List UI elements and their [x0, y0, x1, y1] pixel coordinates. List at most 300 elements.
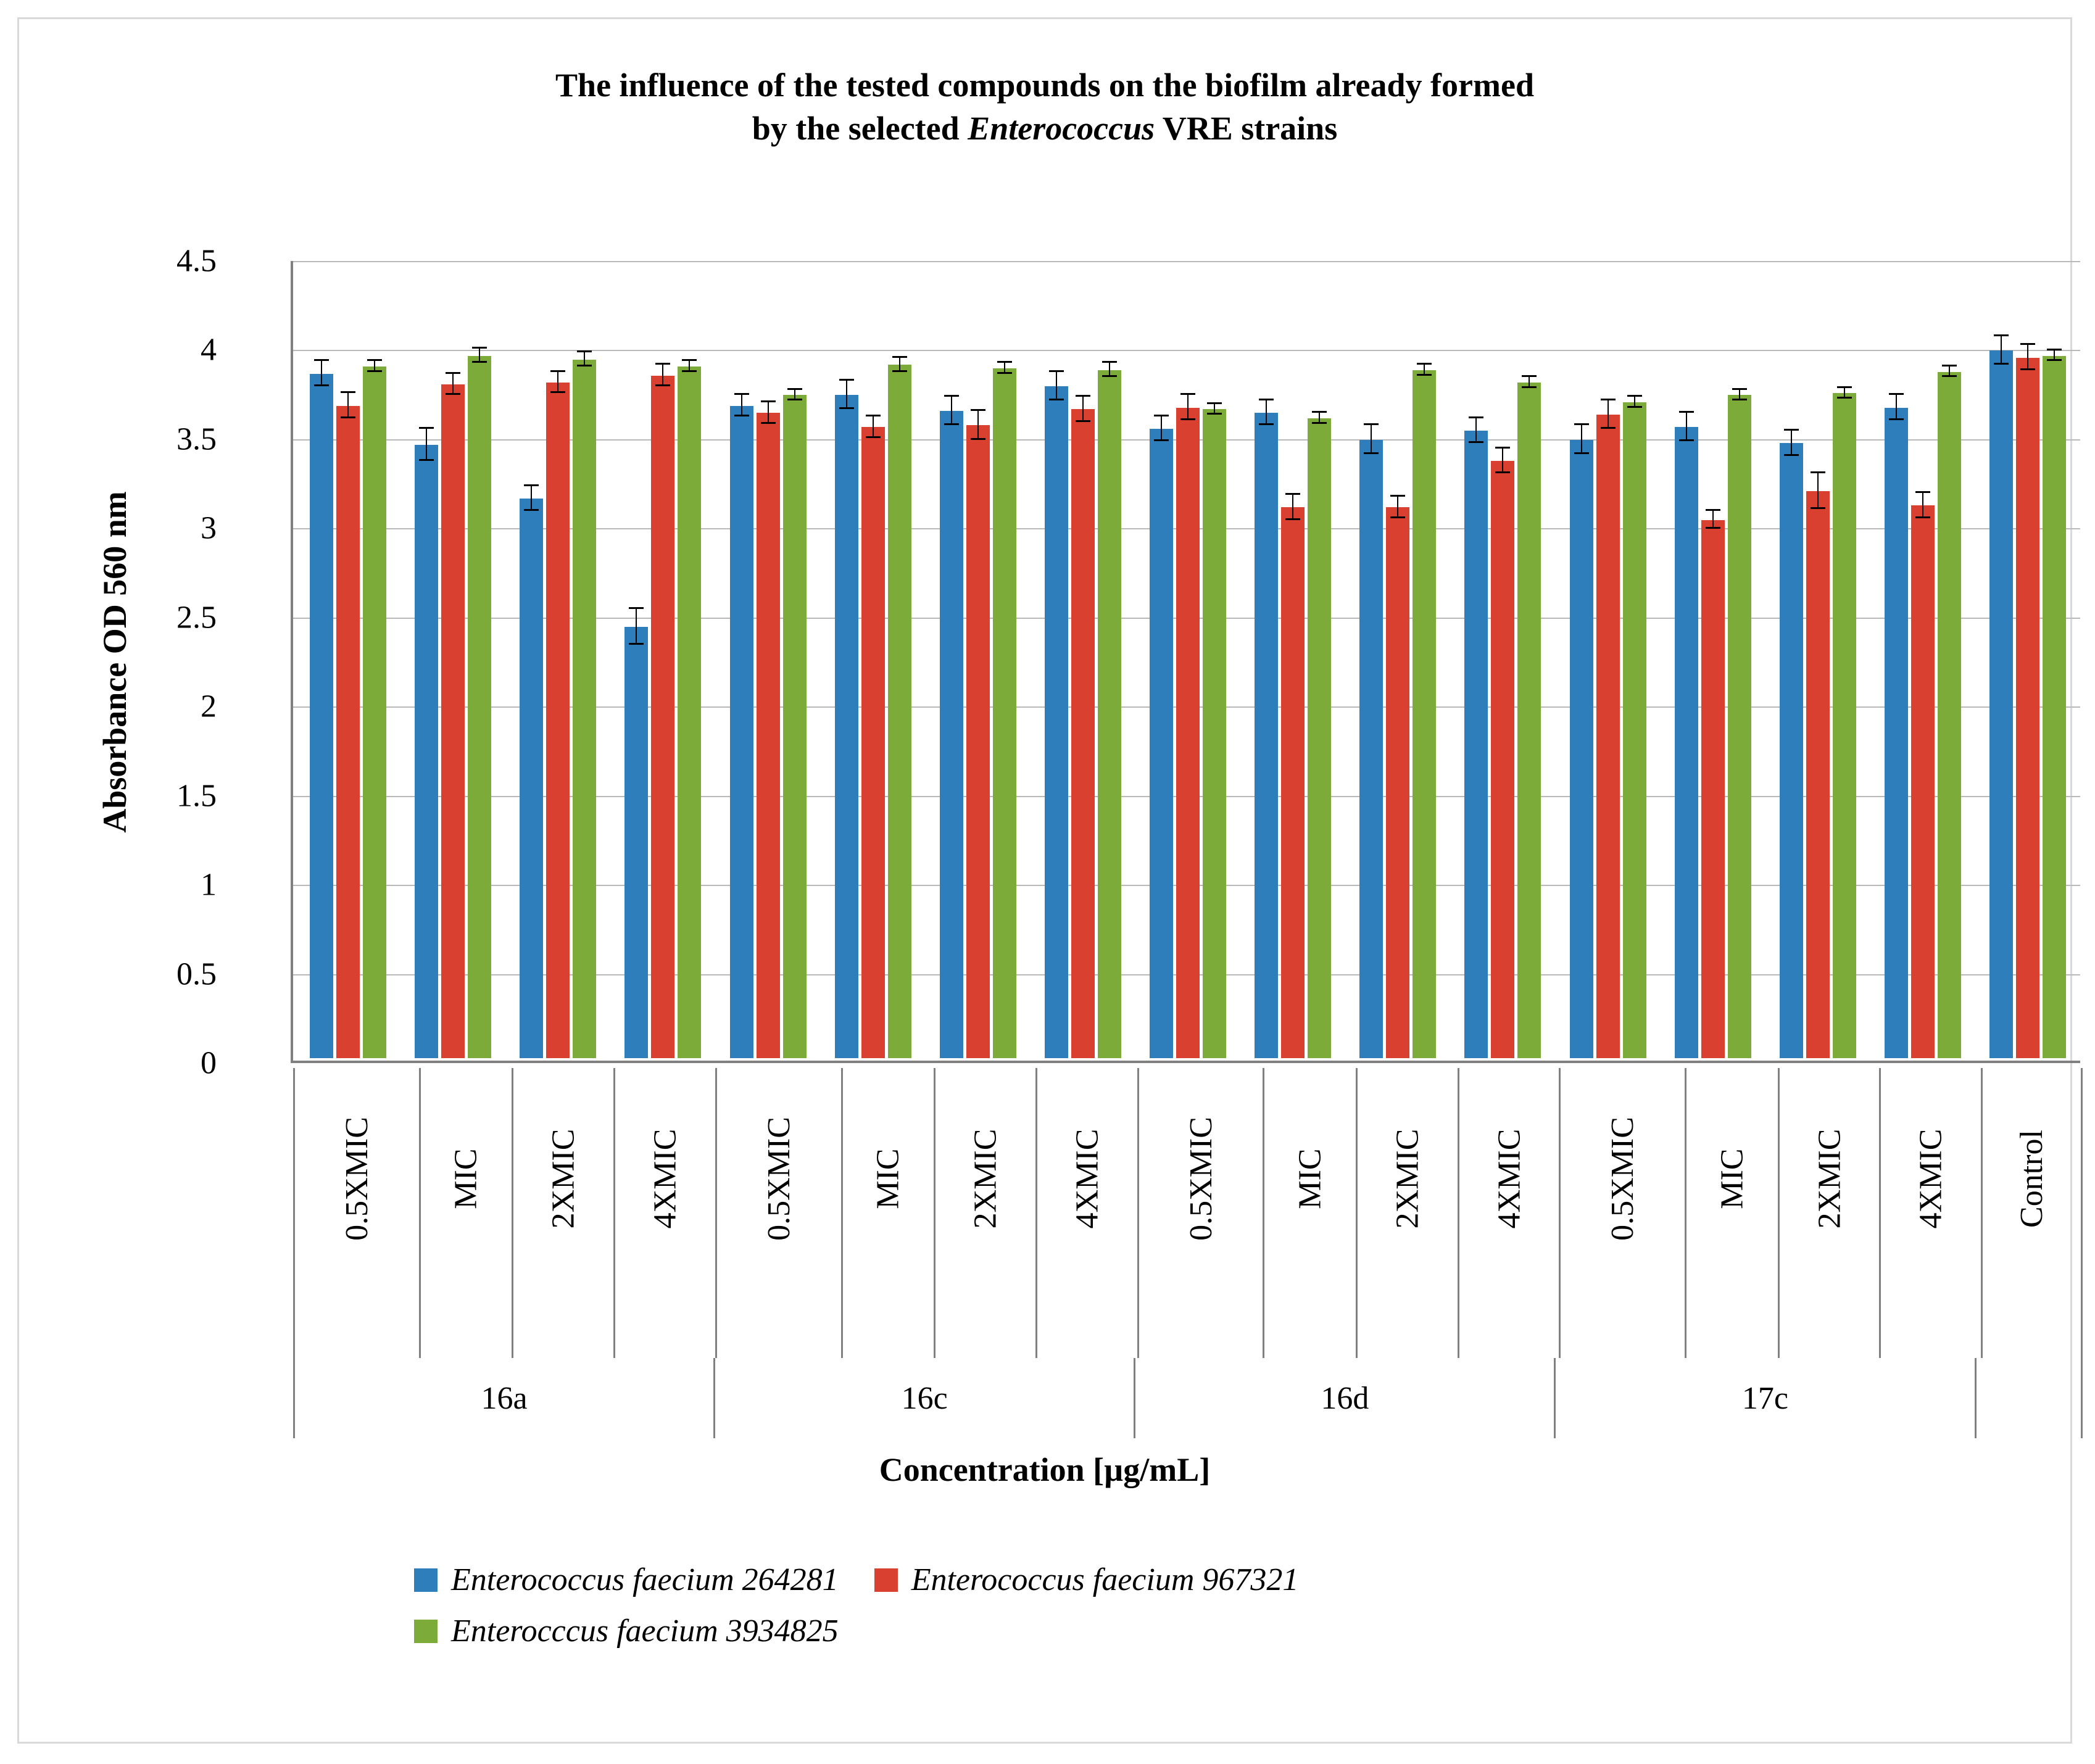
error-bar-cap-top	[1889, 393, 1904, 395]
error-bar-cap-top	[655, 363, 670, 365]
error-bar	[846, 381, 847, 409]
bar-fill	[1203, 409, 1226, 1058]
x-axis-category-cell	[293, 1068, 421, 1358]
error-bar	[1502, 449, 1503, 473]
bar-fill	[730, 406, 753, 1058]
error-bar-cap-top	[1732, 388, 1747, 390]
y-axis-tick-label: 2	[201, 689, 217, 724]
error-bar	[951, 397, 952, 425]
legend-swatch	[414, 1620, 438, 1643]
bar-group	[1975, 261, 2080, 1058]
error-bar-cap-bottom	[1390, 516, 1405, 518]
error-bar	[1922, 493, 1923, 518]
bar-fill	[2016, 358, 2039, 1058]
bar-fill	[546, 383, 570, 1058]
error-bar	[1896, 395, 1897, 420]
x-axis-group-label: 16d	[1135, 1358, 1556, 1438]
y-axis-tick-label: 1.5	[176, 778, 217, 814]
bar[interactable]	[966, 425, 990, 1058]
error-bar	[426, 429, 427, 461]
error-bar-cap-top	[1049, 370, 1064, 372]
bar-fill	[966, 425, 990, 1058]
error-bar-cap-bottom	[419, 459, 434, 461]
bar-fill	[624, 627, 648, 1058]
bar-fill	[1386, 507, 1409, 1058]
bar[interactable]	[651, 376, 674, 1058]
y-axis-tick-label: 3.5	[176, 421, 217, 457]
x-axis-title: Concentration [µg/mL]	[879, 1451, 1211, 1488]
bar[interactable]	[1491, 461, 1514, 1058]
error-bar-cap-top	[1601, 399, 1616, 400]
bar-fill	[468, 356, 491, 1058]
x-axis-category-label: 4XMIC	[1491, 1128, 1527, 1229]
error-bar-cap-top	[2047, 349, 2062, 350]
x-axis-category-label: MIC	[448, 1148, 484, 1209]
error-bar-cap-bottom	[1889, 418, 1904, 420]
bar[interactable]	[1675, 427, 1698, 1058]
x-axis-category-cell	[1264, 1068, 1357, 1358]
x-axis-category-label: MIC	[1292, 1148, 1328, 1209]
error-bar-cap-top	[1784, 429, 1799, 431]
y-axis-tick-label: 3	[201, 510, 217, 546]
bar[interactable]	[1045, 386, 1068, 1058]
error-bar-cap-bottom	[367, 370, 382, 372]
bar[interactable]	[1517, 383, 1541, 1058]
error-bar-cap-bottom	[1679, 439, 1694, 441]
bar[interactable]	[1413, 370, 1436, 1058]
x-axis-category-cell	[1780, 1068, 1881, 1358]
bar-fill	[573, 360, 596, 1058]
bar[interactable]	[1570, 440, 1593, 1058]
x-axis-category-label: Control	[2014, 1130, 2050, 1228]
error-bar-cap-bottom	[839, 407, 854, 409]
error-bar-cap-bottom	[866, 436, 881, 438]
error-bar-cap-bottom	[629, 643, 644, 645]
x-axis-group-labels	[293, 1358, 2083, 1438]
error-bar	[452, 374, 454, 395]
error-bar-cap-bottom	[1049, 399, 1064, 400]
bar-fill	[1308, 418, 1331, 1058]
bar[interactable]	[1728, 395, 1751, 1058]
y-axis-tick-label: 1	[201, 867, 217, 903]
x-axis-category-label: 2XMIC	[1390, 1128, 1425, 1229]
error-bar	[1581, 425, 1582, 453]
error-bar-cap-bottom	[1495, 471, 1510, 473]
error-bar-cap-bottom	[314, 384, 329, 386]
error-bar-cap-top	[787, 388, 802, 390]
bar[interactable]	[1780, 443, 1803, 1058]
error-bar-cap-bottom	[1706, 527, 1720, 529]
figure-frame	[17, 17, 2072, 1744]
bar[interactable]	[757, 413, 780, 1058]
y-axis-tick-label: 0.5	[176, 956, 217, 992]
error-bar	[1686, 413, 1687, 441]
error-bar-cap-bottom	[944, 423, 959, 425]
bar-fill	[1623, 402, 1646, 1058]
bar-group	[505, 261, 610, 1058]
bar-group	[400, 261, 505, 1058]
error-bar-cap-top	[944, 395, 959, 397]
error-bar	[1791, 431, 1792, 455]
bar-fill	[835, 395, 858, 1058]
error-bar-cap-bottom	[971, 438, 985, 440]
error-bar	[1161, 416, 1162, 441]
error-bar-cap-bottom	[1627, 406, 1642, 408]
bar[interactable]	[1701, 520, 1725, 1058]
error-bar-cap-top	[419, 427, 434, 429]
bar-group	[1556, 261, 1661, 1058]
bar[interactable]	[1623, 402, 1646, 1058]
bar-fill	[678, 366, 701, 1058]
bar-fill	[940, 411, 963, 1058]
bar-group	[1135, 261, 1240, 1058]
x-axis-category-label: 0.5XMIC	[339, 1117, 375, 1241]
error-bar-cap-bottom	[682, 370, 697, 372]
error-bar-cap-bottom	[1915, 516, 1930, 518]
bar-fill	[1255, 413, 1278, 1058]
error-bar-cap-bottom	[2020, 368, 2035, 370]
bar-fill	[1281, 507, 1305, 1058]
error-bar	[662, 365, 663, 386]
error-bar-cap-bottom	[761, 422, 776, 424]
bar-group	[1870, 261, 1975, 1058]
bar-group	[1240, 261, 1345, 1058]
bar-fill	[310, 374, 333, 1058]
error-bar-cap-top	[629, 607, 644, 609]
bar[interactable]	[1911, 505, 1935, 1058]
error-bar-cap-bottom	[1837, 397, 1852, 399]
error-bar-cap-bottom	[1207, 413, 1222, 415]
error-bar-cap-top	[1180, 393, 1195, 395]
bar[interactable]	[678, 366, 701, 1058]
bar-fill	[1833, 393, 1856, 1058]
error-bar-cap-top	[1942, 365, 1957, 366]
error-bar-cap-bottom	[1076, 420, 1090, 422]
x-axis-category-cell	[1686, 1068, 1779, 1358]
bar-fill	[336, 406, 360, 1058]
bar-fill	[888, 365, 911, 1058]
error-bar-cap-top	[971, 409, 985, 411]
bar[interactable]	[1203, 409, 1226, 1058]
error-bar-cap-top	[1417, 363, 1432, 365]
error-bar-cap-top	[524, 484, 539, 486]
x-axis-category-cell	[1139, 1068, 1265, 1358]
error-bar-cap-bottom	[446, 393, 460, 395]
bar-fill	[1885, 408, 1908, 1058]
bar[interactable]	[1386, 507, 1409, 1058]
error-bar-cap-top	[1469, 416, 1483, 418]
error-bar	[636, 609, 637, 645]
bar-group	[821, 261, 926, 1058]
error-bar-cap-bottom	[1574, 452, 1589, 454]
bar-fill	[861, 427, 885, 1058]
x-axis-category-cell	[843, 1068, 935, 1358]
y-axis-tick-label: 4.5	[176, 243, 217, 279]
x-axis-category-cell	[1358, 1068, 1459, 1358]
bar[interactable]	[310, 374, 333, 1058]
bar[interactable]	[1098, 370, 1121, 1058]
bar-fill	[363, 366, 386, 1058]
x-axis-category-label: 4XMIC	[647, 1128, 683, 1229]
error-bar-cap-top	[1285, 493, 1300, 495]
error-bar	[1187, 395, 1189, 420]
error-bar-cap-top	[1706, 509, 1720, 511]
error-bar-cap-bottom	[524, 509, 539, 511]
chart-title	[19, 64, 2070, 150]
error-bar-cap-top	[997, 361, 1012, 363]
error-bar-cap-top	[892, 356, 907, 358]
bar-fill	[1071, 409, 1095, 1058]
bar[interactable]	[861, 427, 885, 1058]
bar-fill	[1596, 415, 1620, 1058]
error-bar-cap-bottom	[655, 384, 670, 386]
bar-fill	[1045, 386, 1068, 1058]
bar-group	[716, 261, 821, 1058]
error-bar-cap-bottom	[1784, 454, 1799, 456]
error-bar-cap-bottom	[1994, 363, 2009, 365]
error-bar-cap-top	[1495, 447, 1510, 449]
legend-row-primary	[414, 1562, 1833, 1598]
bar[interactable]	[783, 395, 807, 1058]
error-bar	[347, 393, 349, 418]
error-bar	[1266, 400, 1267, 425]
bar[interactable]	[1255, 413, 1278, 1058]
error-bar-cap-top	[1522, 375, 1537, 377]
bar[interactable]	[441, 384, 465, 1058]
x-axis-category-label: MIC	[870, 1148, 906, 1209]
bar-group	[610, 261, 715, 1058]
bar-fill	[1413, 370, 1436, 1058]
error-bar-cap-bottom	[734, 415, 749, 416]
y-axis-title: Absorbance OD 560 nm	[96, 491, 133, 833]
bar-fill	[993, 368, 1016, 1058]
bar[interactable]	[546, 383, 570, 1058]
bar-fill	[1938, 372, 1961, 1058]
error-bar	[2001, 336, 2002, 365]
bar[interactable]	[940, 411, 963, 1058]
bar-groups	[296, 261, 2080, 1058]
bar-fill	[651, 376, 674, 1058]
x-axis-category-label: 0.5XMIC	[761, 1117, 797, 1241]
legend-row-secondary	[414, 1613, 1833, 1649]
x-axis-category-label: 4XMIC	[1069, 1128, 1105, 1229]
bar[interactable]	[336, 406, 360, 1058]
bar-fill	[441, 384, 465, 1058]
error-bar-cap-bottom	[1469, 441, 1483, 443]
bar-fill	[1517, 383, 1541, 1058]
legend-swatch	[874, 1568, 898, 1592]
error-bar-cap-top	[1679, 411, 1694, 413]
bar[interactable]	[835, 395, 858, 1058]
x-axis-group-label: 16c	[715, 1358, 1135, 1438]
error-bar	[1608, 400, 1609, 429]
bar-fill	[1570, 440, 1593, 1058]
x-axis-category-label: 2XMIC	[546, 1128, 581, 1229]
bar[interactable]	[1071, 409, 1095, 1058]
plot-wrapper	[176, 243, 2080, 1081]
bar-fill	[1728, 395, 1751, 1058]
error-bar-cap-top	[472, 347, 487, 349]
error-bar-cap-bottom	[1102, 375, 1117, 377]
error-bar-cap-bottom	[892, 370, 907, 372]
bar[interactable]	[1806, 491, 1830, 1058]
bar[interactable]	[1150, 429, 1173, 1058]
error-bar-cap-bottom	[1417, 374, 1432, 376]
chart-title-line2-suffix: VRE strains	[1155, 110, 1338, 147]
bar-fill	[1176, 408, 1200, 1058]
error-bar-cap-bottom	[1364, 452, 1379, 454]
error-bar-cap-bottom	[472, 361, 487, 363]
error-bar-cap-top	[341, 391, 355, 393]
error-bar-cap-top	[1574, 423, 1589, 425]
bar-fill	[1806, 491, 1830, 1058]
error-bar	[1056, 372, 1057, 400]
bar-group	[1450, 261, 1555, 1058]
bar-fill	[1150, 429, 1173, 1058]
error-bar-cap-top	[1207, 402, 1222, 404]
x-axis-category-label: 2XMIC	[1811, 1128, 1847, 1229]
y-axis-tick-label: 4	[201, 332, 217, 368]
error-bar-cap-top	[1076, 395, 1090, 397]
error-bar-cap-top	[1390, 495, 1405, 497]
bar[interactable]	[520, 499, 543, 1058]
error-bar	[1817, 473, 1819, 509]
x-axis-category-cell	[1983, 1068, 2083, 1358]
bar[interactable]	[1989, 350, 2013, 1058]
error-bar-cap-top	[866, 415, 881, 416]
bar-group	[296, 261, 400, 1058]
x-axis-category-label: 2XMIC	[968, 1128, 1003, 1229]
legend	[414, 1562, 1833, 1664]
error-bar	[1712, 511, 1714, 529]
error-bar-cap-bottom	[1285, 518, 1300, 520]
bar[interactable]	[415, 445, 438, 1058]
bar-group	[1661, 261, 1765, 1058]
error-bar-cap-bottom	[787, 399, 802, 400]
bar-group	[926, 261, 1031, 1058]
legend-item[interactable]	[414, 1562, 839, 1598]
bar-fill	[520, 499, 543, 1058]
chart-title-line2-prefix: by the selected	[752, 110, 968, 147]
bar[interactable]	[2043, 356, 2066, 1058]
bar[interactable]	[1281, 507, 1305, 1058]
legend-label: Enterocccus faecium 3934825	[451, 1613, 839, 1649]
error-bar-cap-top	[1994, 334, 2009, 336]
error-bar	[557, 372, 558, 394]
legend-label: Enterococcus faecium 264281	[451, 1562, 839, 1597]
bar[interactable]	[1464, 431, 1488, 1058]
bar[interactable]	[624, 627, 648, 1058]
bar[interactable]	[888, 365, 911, 1058]
x-axis-group-label: 16a	[293, 1358, 715, 1438]
x-axis-category-label: 0.5XMIC	[1605, 1117, 1641, 1241]
bar[interactable]	[1833, 393, 1856, 1058]
error-bar-cap-bottom	[1180, 418, 1195, 420]
error-bar	[1371, 425, 1372, 453]
bar[interactable]	[1308, 418, 1331, 1058]
error-bar-cap-top	[1259, 399, 1274, 400]
x-axis-category-cell	[1459, 1068, 1561, 1358]
error-bar-cap-top	[550, 370, 565, 372]
error-bar-cap-top	[839, 379, 854, 381]
x-axis-category-label: 0.5XMIC	[1183, 1117, 1219, 1241]
legend-item[interactable]	[414, 1613, 839, 1649]
bar-fill	[1989, 350, 2013, 1058]
bar-fill	[2043, 356, 2066, 1058]
error-bar	[1475, 418, 1477, 443]
error-bar-cap-top	[1837, 386, 1852, 388]
error-bar-cap-top	[446, 372, 460, 374]
error-bar	[531, 486, 532, 511]
legend-label: Enterococcus faecium 967321	[911, 1562, 1299, 1597]
bar[interactable]	[1359, 440, 1383, 1058]
chart-title-line1: The influence of the tested compounds on the biofilm already formed	[555, 67, 1534, 104]
error-bar-cap-bottom	[1259, 423, 1274, 425]
x-axis-category-label: 4XMIC	[1913, 1128, 1949, 1229]
error-bar-cap-bottom	[997, 372, 1012, 374]
error-bar-cap-bottom	[2047, 359, 2062, 361]
bar[interactable]	[1885, 408, 1908, 1058]
error-bar-cap-bottom	[1312, 422, 1327, 424]
error-bar-cap-bottom	[1522, 386, 1537, 388]
error-bar	[1397, 497, 1398, 518]
x-axis-category-cell	[1037, 1068, 1139, 1358]
error-bar-cap-top	[734, 393, 749, 395]
bar[interactable]	[730, 406, 753, 1058]
error-bar	[741, 395, 742, 416]
error-bar-cap-bottom	[1601, 427, 1616, 429]
error-bar-cap-bottom	[1732, 399, 1747, 400]
error-bar-cap-bottom	[341, 416, 355, 418]
legend-swatch	[414, 1568, 438, 1592]
error-bar-cap-top	[314, 359, 329, 361]
error-bar-cap-top	[1364, 423, 1379, 425]
bar[interactable]	[573, 360, 596, 1058]
bar[interactable]	[363, 366, 386, 1058]
x-axis-category-cell	[513, 1068, 615, 1358]
bar[interactable]	[468, 356, 491, 1058]
bar-fill	[757, 413, 780, 1058]
error-bar-cap-bottom	[1154, 439, 1169, 441]
bar-fill	[1675, 427, 1698, 1058]
x-axis-group-label	[1977, 1358, 2083, 1438]
error-bar-cap-top	[577, 350, 592, 352]
bar-fill	[1491, 461, 1514, 1058]
error-bar-cap-top	[2020, 343, 2035, 345]
error-bar	[1082, 397, 1084, 421]
bar[interactable]	[993, 368, 1016, 1058]
bar[interactable]	[1176, 408, 1200, 1058]
bar[interactable]	[1938, 372, 1961, 1058]
bar[interactable]	[2016, 358, 2039, 1058]
x-axis-category-cell	[935, 1068, 1037, 1358]
error-bar	[2027, 345, 2028, 370]
error-bar-cap-bottom	[1811, 507, 1825, 509]
error-bar-cap-top	[1102, 361, 1117, 363]
x-axis-category-labels	[293, 1068, 2083, 1358]
bar-fill	[1911, 505, 1935, 1058]
legend-item[interactable]	[874, 1562, 1299, 1598]
bar-fill	[783, 395, 807, 1058]
error-bar-cap-top	[1627, 395, 1642, 397]
bar[interactable]	[1596, 415, 1620, 1058]
error-bar-cap-top	[761, 400, 776, 402]
error-bar-cap-top	[1154, 415, 1169, 416]
x-axis-category-cell	[1561, 1068, 1686, 1358]
error-bar-cap-top	[1915, 491, 1930, 493]
error-bar-cap-bottom	[577, 365, 592, 366]
bar-fill	[1098, 370, 1121, 1058]
